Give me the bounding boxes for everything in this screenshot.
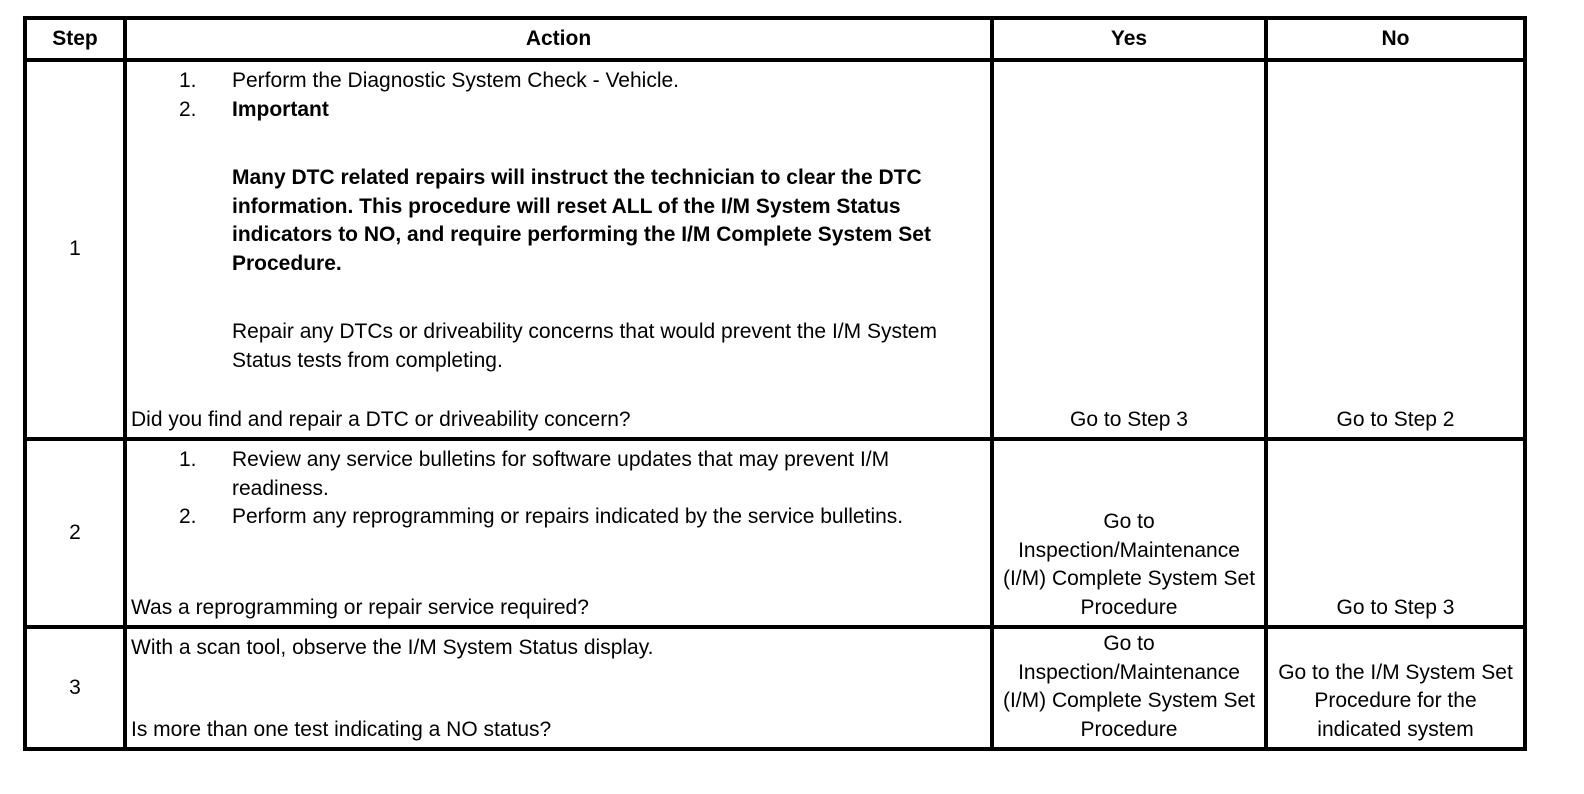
header-yes: Yes	[992, 18, 1266, 60]
no-cell: Go to Step 2	[1266, 60, 1525, 439]
step-question: Is more than one test indicating a NO status?	[131, 717, 552, 741]
action-cell	[125, 627, 992, 749]
step-question: Did you find and repair a DTC or driveability concern?	[131, 407, 631, 431]
list-item	[131, 446, 956, 503]
item-number: 1.	[179, 448, 197, 471]
important-heading: Important	[232, 97, 329, 121]
item-text: Review any service bulletins for software updates that may prevent I/M readiness.	[232, 448, 890, 500]
item-text: Perform any reprogramming or repairs indicated by the service bulletins.	[232, 505, 904, 528]
action-cell	[125, 60, 992, 439]
step-instruction: With a scan tool, observe the I/M System Status display.	[131, 636, 654, 659]
no-cell: Go to the I/M System Set Procedure for the indicated system	[1266, 627, 1525, 749]
item-number: 2.	[179, 97, 197, 121]
step-question: Was a reprogramming or repair service required?	[131, 595, 589, 619]
no-cell: Go to Step 3	[1266, 439, 1525, 627]
diagnostic-table	[23, 16, 1527, 751]
header-action: Action	[125, 18, 992, 60]
repair-instruction: Repair any DTCs or driveability concerns that would prevent the I/M System Status tests from completing.	[232, 320, 937, 372]
list-item	[131, 67, 986, 96]
action-list	[131, 446, 986, 532]
header-row	[25, 18, 1525, 60]
yes-cell: Go to Step 3	[992, 60, 1266, 439]
item-text: Perform the Diagnostic System Check - Vehicle.	[232, 69, 680, 92]
step-number: 2	[25, 439, 125, 627]
list-item	[131, 96, 986, 125]
header-step: Step	[25, 18, 125, 60]
table-row	[25, 439, 1525, 627]
item-number: 1.	[179, 69, 197, 92]
yes-cell: Go to Inspection/Maintenance (I/M) Complete System Set Procedure	[992, 439, 1266, 627]
important-note: Many DTC related repairs will instruct the technician to clear the DTC information. This procedure will reset ALL of the I/M System Status indicators to NO, and require performing the I/M Complete System Set Procedure.	[232, 166, 931, 275]
step-number: 1	[25, 60, 125, 439]
header-no: No	[1266, 18, 1525, 60]
step-number: 3	[25, 627, 125, 749]
table-row	[25, 60, 1525, 439]
item-number: 2.	[179, 505, 197, 528]
table-row	[25, 627, 1525, 749]
action-cell	[125, 439, 992, 627]
action-list	[131, 67, 986, 124]
list-item	[131, 503, 956, 532]
yes-cell: Go to Inspection/Maintenance (I/M) Complete System Set Procedure	[992, 627, 1266, 749]
